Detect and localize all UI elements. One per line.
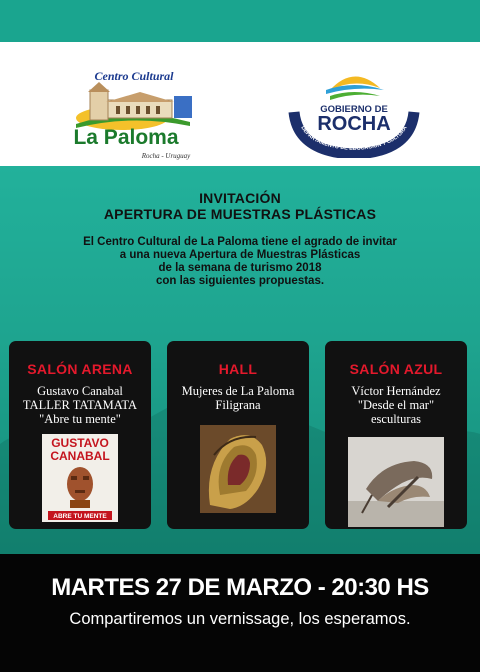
footer [0,554,480,672]
title-line-2: APERTURA DE MUESTRAS PLÁSTICAS [103,206,377,222]
card-heading: SALÓN ARENA [27,361,133,377]
logo-gobierno-de: GOBIERNO DE [320,104,388,115]
logo-cc-title: Centro Cultural [94,69,174,83]
filigrana-artwork-image [200,425,276,513]
card-salon-azul [325,341,467,529]
poster-caption: ABRE TU MENTE [53,513,107,520]
intro-line: a una nueva Apertura de Muestras Plásticas [119,249,361,261]
intro-line: con las siguientes propuestas. [155,275,325,287]
card-text [325,384,467,426]
intro-text [40,236,440,288]
centro-cultural-logo [62,62,202,160]
card-line: "Desde el mar" [357,398,435,412]
card-text [167,384,309,412]
intro-line: El Centro Cultural de La Paloma tiene el agrado de invitar [83,236,397,248]
card-line: esculturas [371,412,421,426]
event-date: MARTES 27 DE MARZO - 20:30 HS [51,574,429,601]
logo-arc-textpath: DEPARTAMENTO DE EDUCACIÓN Y CULTURA [299,125,409,153]
card-line: TALLER TATAMATA [22,398,138,412]
poster-gustavo-canabal [42,434,118,522]
logo-band [0,42,480,166]
card-heading: HALL [218,361,258,377]
card-line: Filigrana [215,398,261,412]
card-hall [167,341,309,529]
card-line: Gustavo Canabal [37,384,123,398]
intro-line: de la semana de turismo 2018 [158,262,322,274]
card-salon-arena [9,341,151,529]
invitation-title [0,190,480,222]
card-line: Mujeres de La Paloma [181,384,295,398]
invitation-section [0,166,480,554]
logo-place: Rocha - Uruguay [141,152,191,160]
poster-name-line-1: GUSTAVO [51,436,109,450]
logo-la-paloma: La Paloma [73,126,179,149]
footer-message: Compartiremos un vernissage, los esperamos. [69,610,411,628]
card-text [9,384,151,426]
gobierno-rocha-logo [286,60,422,158]
logo-rocha: ROCHA [317,113,391,135]
top-teal-band [0,0,480,42]
card-line: "Abre tu mente" [39,412,121,426]
card-heading: SALÓN AZUL [349,361,443,377]
title-line-1: INVITACIÓN [199,190,281,206]
sculpture-image [348,437,444,527]
card-line: Víctor Hernández [351,384,441,398]
poster-name-line-2: CANABAL [50,449,110,463]
